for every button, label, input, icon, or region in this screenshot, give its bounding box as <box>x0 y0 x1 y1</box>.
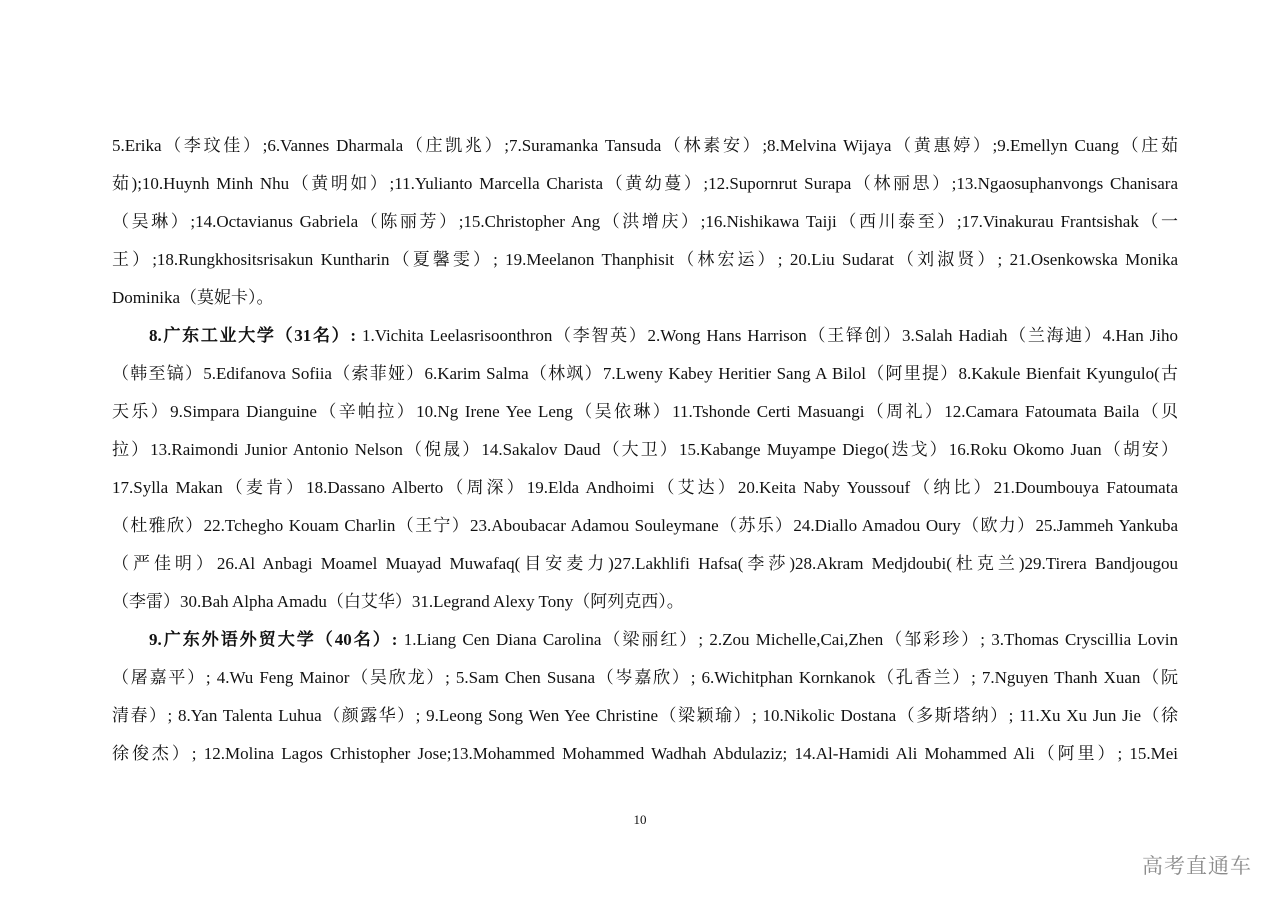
paragraph-2-line-3: 天乐）9.Simpara Dianguine（辛帕拉）10.Ng Irene Yee Leng（吴依琳）11.Tshonde Certi Masuangi（周礼）12.Camara Fatoumata Baila（贝 <box>112 402 1178 421</box>
page-number: 10 <box>633 812 647 827</box>
paragraph-1-line-3: （吴琳）;14.Octavianus Gabriela（陈丽芳）;15.Christopher Ang（洪增庆）;16.Nishikawa Taiji（西川泰至）;17.Vinakurau Frantsishak（一 <box>112 212 1178 231</box>
document-body <box>112 127 1178 773</box>
paragraph-3-line-4: 徐俊杰）; 12.Molina Lagos Crhistopher Jose;13.Mohammed Mohammed Wadhah Abdulaziz; 14.Al-Hamidi Ali Mohammed Ali（阿里）; 15.Mei <box>112 744 1178 763</box>
paragraph-3-line-1-text: 1.Liang Cen Diana Carolina（梁丽红）; 2.Zou Michelle,Cai,Zhen（邹彩珍）; 3.Thomas Cryscillia Lovin <box>397 630 1178 649</box>
paragraph-3-line-2: （屠嘉平）; 4.Wu Feng Mainor（吴欣龙）; 5.Sam Chen Susana（岑嘉欣）; 6.Wichitphan Kornkanok（孔香兰）; 7.Nguyen Thanh Xuan（阮 <box>112 668 1178 687</box>
paragraph-2-line-4: 拉）13.Raimondi Junior Antonio Nelson（倪晟）14.Sakalov Daud（大卫）15.Kabange Muyampe Diego(迭戈）16.Roku Okomo Juan（胡安） <box>112 440 1178 459</box>
paragraph-2-line-6: （杜雅欣）22.Tchegho Kouam Charlin（王宁）23.Aboubacar Adamou Souleymane（苏乐）24.Diallo Amadou Oury（欧力）25.Jammeh Yankuba <box>112 516 1178 535</box>
paragraph-3-line-1 <box>112 621 1178 659</box>
paragraph-2-line-1-text: 1.Vichita Leelasrisoonthron（李智英）2.Wong Hans Harrison（王铎创）3.Salah Hadiah（兰海迪）4.Han Jiho <box>356 326 1178 345</box>
section-heading-8: 8.广东工业大学（31名）: <box>149 326 357 345</box>
paragraph-2-line-7: （严佳明）26.Al Anbagi Moamel Muayad Muwafaq(目安麦力)27.Lakhlifi Hafsa(李莎)28.Akram Medjdoubi(杜克兰)29.Tirera Bandjougou <box>112 554 1178 573</box>
section-heading-9: 9.广东外语外贸大学（40名）: <box>149 630 398 649</box>
watermark-text: 高考直通车 <box>1142 854 1252 878</box>
paragraph-2-line-5: 17.Sylla Makan（麦肯）18.Dassano Alberto（周深）19.Elda Andhoimi（艾达）20.Keita Naby Youssouf（纳比）21.Doumbouya Fatoumata <box>112 478 1178 497</box>
paragraph-2-line-2: （韩至镐）5.Edifanova Sofiia（索菲娅）6.Karim Salma（林飒）7.Lweny Kabey Heritier Sang A Bilol（阿里提）8.Kakule Bienfait Kyungulo(古 <box>112 364 1178 383</box>
paragraph-1-line-1: 5.Erika（李玟佳）;6.Vannes Dharmala（庄凯兆）;7.Suramanka Tansuda（林素安）;8.Melvina Wijaya（黄惠婷）;9.Emellyn Cuang（庄茹 <box>112 136 1178 155</box>
paragraph-3-line-3: 清春）; 8.Yan Talenta Luhua（颜露华）; 9.Leong Song Wen Yee Christine（梁颖瑜）; 10.Nikolic Dostana（多斯塔纳）; 11.Xu Xu Jun Jie（徐 <box>112 706 1178 725</box>
paragraph-2-line-1 <box>112 317 1178 355</box>
paragraph-1-line-5: Dominika（莫妮卡）。 <box>112 288 274 307</box>
paragraph-2-line-8: （李雷）30.Bah Alpha Amadu（白艾华）31.Legrand Alexy Tony（阿列克西）。 <box>112 592 684 611</box>
paragraph-1-line-4: 王）;18.Rungkhositsrisakun Kuntharin（夏馨雯）; 19.Meelanon Thanphisit（林宏运）; 20.Liu Sudarat（刘淑贤）; 21.Osenkowska Monika <box>112 250 1178 269</box>
paragraph-1-line-2: 茹);10.Huynh Minh Nhu（黄明如）;11.Yulianto Marcella Charista（黄幼蔓）;12.Supornrut Surapa（林丽思）;13.Ngaosuphanvongs Chanisara <box>112 174 1178 193</box>
